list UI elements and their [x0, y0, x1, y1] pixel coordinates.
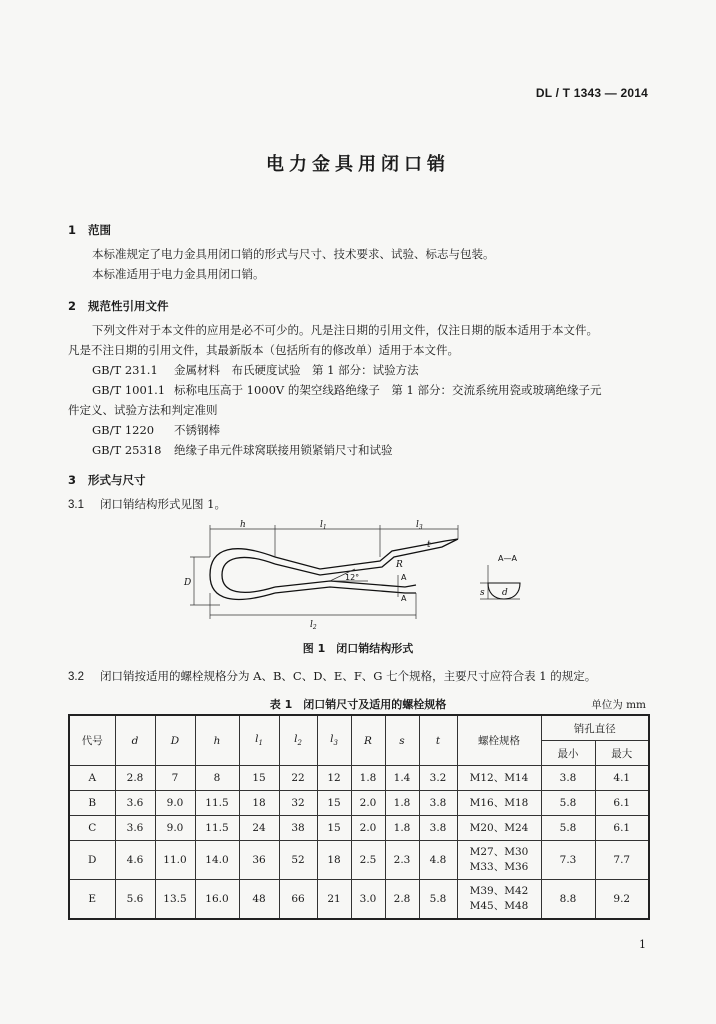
dim-label-r: R: [396, 560, 403, 570]
clause-text: 闭口销按适用的螺栓规格分为 A、B、C、D、E、F、G 七个规格，主要尺寸应符合表 1 的规定。: [100, 669, 597, 683]
cell-code: C: [69, 816, 115, 841]
cell-min: 8.8: [541, 880, 595, 920]
section-2-intro-line-1: 下列文件对于本文件的应用是必不可少的。凡是注日期的引用文件，仅注日期的版本适用于本文件。: [92, 323, 598, 337]
dim-label-l1: $l_1$: [320, 520, 327, 531]
reference-item: [92, 440, 393, 460]
document-title: 电力金具用闭口销: [266, 154, 450, 175]
cell-l2: 38: [279, 816, 317, 841]
cell-l1: 24: [239, 816, 279, 841]
section-1-heading: [68, 222, 111, 238]
cell-l1: 18: [239, 791, 279, 816]
cell-d: 4.6: [115, 841, 155, 880]
dim-label-l3: $l_3$: [416, 520, 423, 531]
dim-label-t: t: [427, 540, 431, 550]
reference-title: 标称电压高于 1000V 的架空线路绝缘子 第 1 部分：交流系统用瓷或玻璃绝缘子元: [174, 383, 602, 397]
column-header: D: [155, 715, 195, 766]
section-1-paragraph-2: 本标准适用于电力金具用闭口销。: [92, 267, 265, 281]
cell-min: 7.3: [541, 841, 595, 880]
cell-l3: 12: [317, 766, 351, 791]
cell-R: 2.0: [351, 791, 385, 816]
column-header: h: [195, 715, 239, 766]
clause-text: 闭口销结构形式见图 1。: [100, 497, 226, 511]
table-row: [69, 880, 649, 920]
reference-code: GB/T 1220: [92, 423, 155, 437]
section-mark-top: A: [401, 573, 407, 582]
dimension-table: [68, 714, 650, 920]
cell-R: 2.5: [351, 841, 385, 880]
dim-label-l2: $l_2$: [310, 620, 317, 631]
cell-d: 3.6: [115, 816, 155, 841]
table-row: [69, 766, 649, 791]
cell-max: 6.1: [595, 791, 649, 816]
cell-s: 2.8: [385, 880, 419, 920]
cell-d: 5.6: [115, 880, 155, 920]
table-row: [69, 841, 649, 880]
cell-t: 4.8: [419, 841, 457, 880]
cell-bolt: M20、M24: [457, 816, 541, 841]
cell-l3: 21: [317, 880, 351, 920]
cell-D: 11.0: [155, 841, 195, 880]
cell-bolt: M39、M42 M45、M48: [457, 880, 541, 920]
column-header: 代号: [69, 715, 115, 766]
column-header: 销孔直径: [541, 715, 649, 741]
cell-s: 1.8: [385, 816, 419, 841]
cell-d: 2.8: [115, 766, 155, 791]
cell-R: 3.0: [351, 880, 385, 920]
cell-l2: 52: [279, 841, 317, 880]
reference-item: [92, 360, 419, 380]
figure-caption: 图 1 闭口销结构形式: [302, 642, 414, 655]
cell-D: 9.0: [155, 791, 195, 816]
clause-3-1: [68, 496, 226, 512]
cell-l2: 66: [279, 880, 317, 920]
column-header: s: [385, 715, 419, 766]
cell-code: E: [69, 880, 115, 920]
standard-code: DL / T 1343 — 2014: [535, 86, 648, 100]
cell-D: 13.5: [155, 880, 195, 920]
reference-code: GB/T 1001.1: [92, 383, 166, 397]
dim-label-d-outer: D: [184, 578, 192, 588]
column-header: 螺栓规格: [457, 715, 541, 766]
column-header: d: [115, 715, 155, 766]
page-number: 1: [639, 938, 646, 951]
reference-title: 绝缘子串元件球窝联接用锁紧销尺寸和试验: [174, 443, 393, 457]
cell-h: 16.0: [195, 880, 239, 920]
table-unit: 单位为 mm: [591, 699, 646, 711]
dim-label-s: s: [480, 588, 485, 598]
cell-s: 2.3: [385, 841, 419, 880]
dim-label-h: h: [240, 520, 246, 530]
column-header: $l_1$: [239, 715, 279, 766]
clause-3-2: [68, 668, 596, 684]
section-number: 3: [68, 473, 77, 487]
table-row: [69, 816, 649, 841]
closed-pin-drawing: [180, 517, 540, 635]
table-caption: 表 1 闭口销尺寸及适用的螺栓规格: [269, 698, 447, 711]
cell-s: 1.4: [385, 766, 419, 791]
reference-item: [92, 420, 220, 440]
cell-D: 7: [155, 766, 195, 791]
column-header: R: [351, 715, 385, 766]
section-title: 形式与尺寸: [88, 473, 146, 487]
cell-bolt: M27、M30 M33、M36: [457, 841, 541, 880]
cell-min: 3.8: [541, 766, 595, 791]
reference-title: 金属材料 布氏硬度试验 第 1 部分：试验方法: [174, 363, 419, 377]
cell-t: 3.8: [419, 816, 457, 841]
cell-min: 5.8: [541, 816, 595, 841]
section-2-heading: [68, 298, 169, 314]
cell-max: 9.2: [595, 880, 649, 920]
cell-h: 14.0: [195, 841, 239, 880]
cell-max: 6.1: [595, 816, 649, 841]
column-header: t: [419, 715, 457, 766]
cell-l3: 15: [317, 791, 351, 816]
cell-R: 2.0: [351, 816, 385, 841]
cell-bolt: M12、M14: [457, 766, 541, 791]
section-1-paragraph-1: 本标准规定了电力金具用闭口销的形式与尺寸、技术要求、试验、标志与包装。: [92, 247, 495, 261]
cell-t: 5.8: [419, 880, 457, 920]
clause-number: 3.2: [68, 671, 84, 683]
section-view-label: A—A: [498, 554, 517, 563]
reference-title: 不锈钢棒: [174, 423, 220, 437]
reference-item: [92, 380, 602, 400]
dim-label-d: d: [502, 588, 508, 598]
column-header: $l_3$: [317, 715, 351, 766]
section-mark-bottom: A: [401, 594, 407, 603]
column-header: $l_2$: [279, 715, 317, 766]
cell-h: 8: [195, 766, 239, 791]
section-number: 1: [68, 223, 77, 237]
section-number: 2: [68, 299, 77, 313]
cell-l1: 48: [239, 880, 279, 920]
section-title: 范围: [88, 223, 111, 237]
reference-code: GB/T 25318: [92, 443, 162, 457]
table-row: [69, 791, 649, 816]
column-header: 最小: [541, 741, 595, 766]
cell-s: 1.8: [385, 791, 419, 816]
cell-l1: 15: [239, 766, 279, 791]
column-header: 最大: [595, 741, 649, 766]
cell-t: 3.2: [419, 766, 457, 791]
cell-d: 3.6: [115, 791, 155, 816]
cell-code: A: [69, 766, 115, 791]
cell-h: 11.5: [195, 816, 239, 841]
cell-D: 9.0: [155, 816, 195, 841]
cell-l3: 18: [317, 841, 351, 880]
cell-t: 3.8: [419, 791, 457, 816]
cell-code: D: [69, 841, 115, 880]
section-2-intro-line-2: 凡是不注日期的引用文件，其最新版本（包括所有的修改单）适用于本文件。: [68, 343, 459, 357]
reference-title-continued: 件定义、试验方法和判定准则: [68, 403, 218, 417]
cell-max: 4.1: [595, 766, 649, 791]
cell-l2: 32: [279, 791, 317, 816]
cell-max: 7.7: [595, 841, 649, 880]
cell-l2: 22: [279, 766, 317, 791]
cell-min: 5.8: [541, 791, 595, 816]
cell-l1: 36: [239, 841, 279, 880]
reference-code: GB/T 231.1: [92, 363, 158, 377]
cell-code: B: [69, 791, 115, 816]
section-3-heading: [68, 472, 146, 488]
angle-label: 12°: [345, 573, 360, 582]
cell-R: 1.8: [351, 766, 385, 791]
cell-l3: 15: [317, 816, 351, 841]
clause-number: 3.1: [68, 499, 84, 511]
cell-bolt: M16、M18: [457, 791, 541, 816]
cell-h: 11.5: [195, 791, 239, 816]
section-title: 规范性引用文件: [88, 299, 169, 313]
